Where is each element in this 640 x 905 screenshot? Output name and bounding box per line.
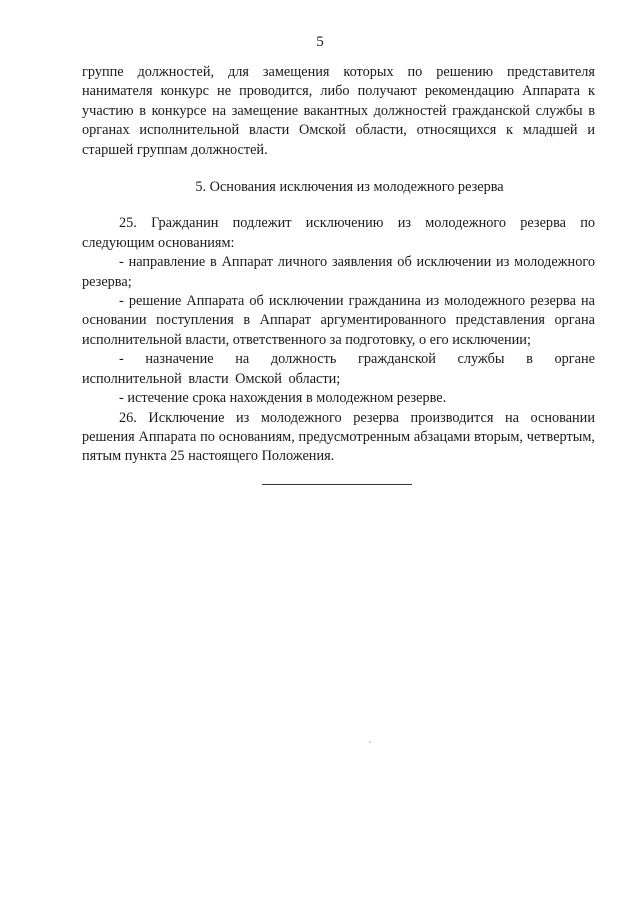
section-heading: 5. Основания исключения из молодежного резерва: [195, 179, 504, 196]
item-25-bullet-1: - направление в Аппарат личного заявления об исключении из молодежного резерва;: [82, 254, 595, 290]
end-separator-line: [262, 484, 412, 485]
item-25-bullet-3: - назначение на должность гражданской службы в органе исполнительной власти Омской области;: [82, 351, 595, 387]
page-number: 5: [316, 34, 324, 50]
document-body: [82, 63, 595, 467]
item-25-intro: 25. Гражданин подлежит исключению из молодежного резерва по следующим основаниям:: [82, 215, 595, 251]
item-25-bullet-4: - истечение срока нахождения в молодежном резерве.: [119, 390, 447, 407]
item-25-bullet-2: - решение Аппарата об исключении гражданина из молодежного резерва на основании поступления в Аппарат аргументированного представления органа исполнительной власти, ответственного за подготовку, о его исключении;: [82, 293, 595, 348]
scan-speck: [369, 741, 371, 743]
item-26: 26. Исключение из молодежного резерва производится на основании решения Аппарата по основаниям, предусмотренным абзацами вторым, четвертым, пятым пункта 25 настоящего Положения.: [82, 409, 595, 465]
paragraph-continuation: группе должностей, для замещения которых по решению представителя нанимателя конкурс не проводится, либо получают рекомендацию Аппарата к участию в конкурсе на замещение вакантных должностей гражданской службы в органах исполнительной власти Омской области, относящихся к младшей и старшей группам должностей.: [82, 64, 595, 158]
